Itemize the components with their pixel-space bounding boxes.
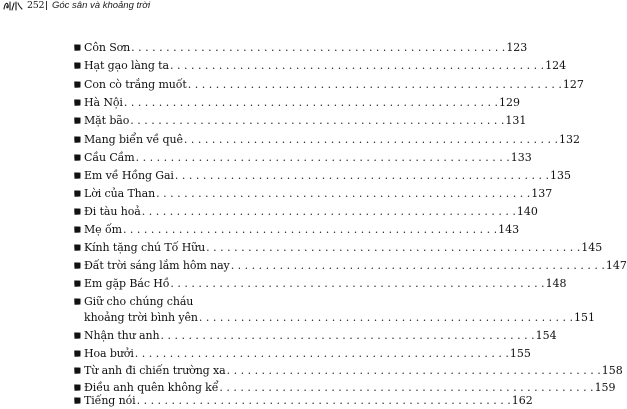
toc-entry-page: 145 [581, 241, 603, 254]
toc-entry-page: 147 [605, 259, 627, 272]
dot-leader [188, 77, 562, 93]
bullet-icon [74, 62, 82, 70]
toc-entry-page: 140 [516, 205, 538, 218]
toc-entry-page: 132 [559, 133, 581, 146]
dot-leader [124, 95, 498, 111]
toc-entry[interactable] [84, 363, 623, 379]
toc-entry-title: Tiếng nói [84, 394, 136, 407]
toc-entry-page: 151 [574, 311, 596, 324]
dot-leader [130, 113, 504, 129]
bullet-icon [74, 44, 82, 52]
toc-entry-page: 133 [510, 151, 532, 164]
bullet-icon [74, 190, 82, 198]
dot-leader [231, 258, 605, 274]
toc-entry-title: Giữ cho chúng cháu [84, 295, 194, 308]
toc-entry[interactable] [84, 58, 567, 74]
dot-leader [142, 204, 516, 220]
toc-entry[interactable] [84, 132, 581, 148]
toc-entry-title: Cầu Cầm [84, 151, 135, 164]
toc-entry-page: 137 [531, 187, 553, 200]
running-title: Góc sân và khoảng trời [52, 0, 151, 11]
toc-entry[interactable] [84, 40, 528, 56]
toc-entry-title: Lời của Than [84, 187, 156, 200]
dot-leader [137, 393, 511, 409]
toc-entry-title: Mặt bão [84, 114, 130, 127]
bullet-icon [74, 172, 82, 180]
dot-leader [131, 40, 505, 56]
bullet-icon [74, 262, 82, 270]
dot-leader [136, 150, 510, 166]
toc-entry-title-continued: khoảng trời bình yên [84, 311, 198, 324]
toc-entry-title: Đất trời sáng lắm hôm nay [84, 259, 230, 272]
bullet-icon [74, 244, 82, 252]
toc-entry-title: Từ anh đi chiến trường xa [84, 364, 226, 377]
toc-entry-page: 155 [509, 347, 531, 360]
dot-leader [156, 186, 530, 202]
toc-entry-title: Kính tặng chú Tố Hữu [84, 241, 206, 254]
dot-leader [170, 58, 544, 74]
toc-entry-title: Nhận thư anh [84, 329, 160, 342]
toc-entry[interactable] [84, 150, 532, 166]
toc-entry[interactable] [84, 204, 538, 220]
toc-entry-title: Hoa bưởi [84, 347, 134, 360]
toc-entry-title: Em gặp Bác Hồ [84, 277, 170, 290]
toc-entry[interactable] [84, 95, 520, 111]
dot-leader [199, 310, 573, 326]
bullet-icon [74, 208, 82, 216]
toc-entry-title: Mang biển về quê [84, 133, 183, 146]
toc-entry[interactable] [84, 113, 527, 129]
toc-entry-page: 158 [601, 364, 623, 377]
dot-leader [170, 276, 544, 292]
toc-entry-page: 154 [535, 329, 557, 342]
toc-entry-page: 162 [511, 394, 533, 407]
bullet-icon [74, 226, 82, 234]
toc-entry-page: 159 [594, 381, 616, 394]
bullet-icon [74, 367, 82, 375]
toc-entry[interactable] [84, 276, 567, 292]
dot-leader [184, 132, 558, 148]
toc-entry[interactable] [84, 393, 533, 407]
toc-entry-title: Em về Hồng Gai [84, 169, 174, 182]
toc-entry[interactable] [84, 186, 553, 202]
bullet-icon [74, 397, 82, 405]
bullet-icon [74, 332, 82, 340]
bullet-icon [74, 350, 82, 358]
toc-entry-title: Hà Nội [84, 96, 123, 109]
toc-entry-title: Điều anh quên không kể [84, 381, 219, 394]
toc-entry-title: Côn Sơn [84, 41, 131, 54]
toc-entry[interactable] [84, 258, 627, 274]
toc-entry[interactable] [84, 168, 571, 184]
bullet-icon [74, 81, 82, 89]
dot-leader [175, 168, 549, 184]
bullet-icon [74, 117, 82, 125]
toc-entry[interactable] [84, 77, 584, 93]
toc-entry-page: 131 [505, 114, 527, 127]
toc-entry-page: 127 [562, 78, 584, 91]
dot-leader [160, 328, 534, 344]
page-number: 252 [27, 0, 45, 11]
dot-leader [123, 222, 497, 238]
toc-entry-page: 124 [545, 59, 567, 72]
dot-leader [206, 240, 580, 256]
dot-leader [227, 363, 601, 379]
toc-entry-page: 135 [550, 169, 571, 182]
bullet-icon [74, 298, 82, 306]
toc-entry[interactable] [84, 222, 520, 238]
toc-entry-title: Đi tàu hoả [84, 205, 141, 218]
toc-entry-page: 143 [498, 223, 520, 236]
bullet-icon [74, 384, 82, 392]
toc-entry-page: 148 [545, 277, 567, 290]
dot-leader [135, 346, 509, 362]
toc-entry-page: 123 [506, 41, 528, 54]
bullet-icon [74, 136, 82, 144]
toc-entry[interactable] [84, 294, 596, 326]
toc-entry[interactable] [84, 328, 557, 344]
toc-entry-title: Con cò trắng muốt [84, 78, 187, 91]
toc-entry[interactable] [84, 346, 531, 362]
toc-entry-title: Mẹ ốm [84, 223, 122, 236]
toc-entry-title: Hạt gạo làng ta [84, 59, 169, 72]
toc-entry-page: 129 [498, 96, 520, 109]
bullet-icon [74, 99, 82, 107]
bullet-icon [74, 280, 82, 288]
toc-entry[interactable] [84, 240, 603, 256]
bullet-icon [74, 154, 82, 162]
